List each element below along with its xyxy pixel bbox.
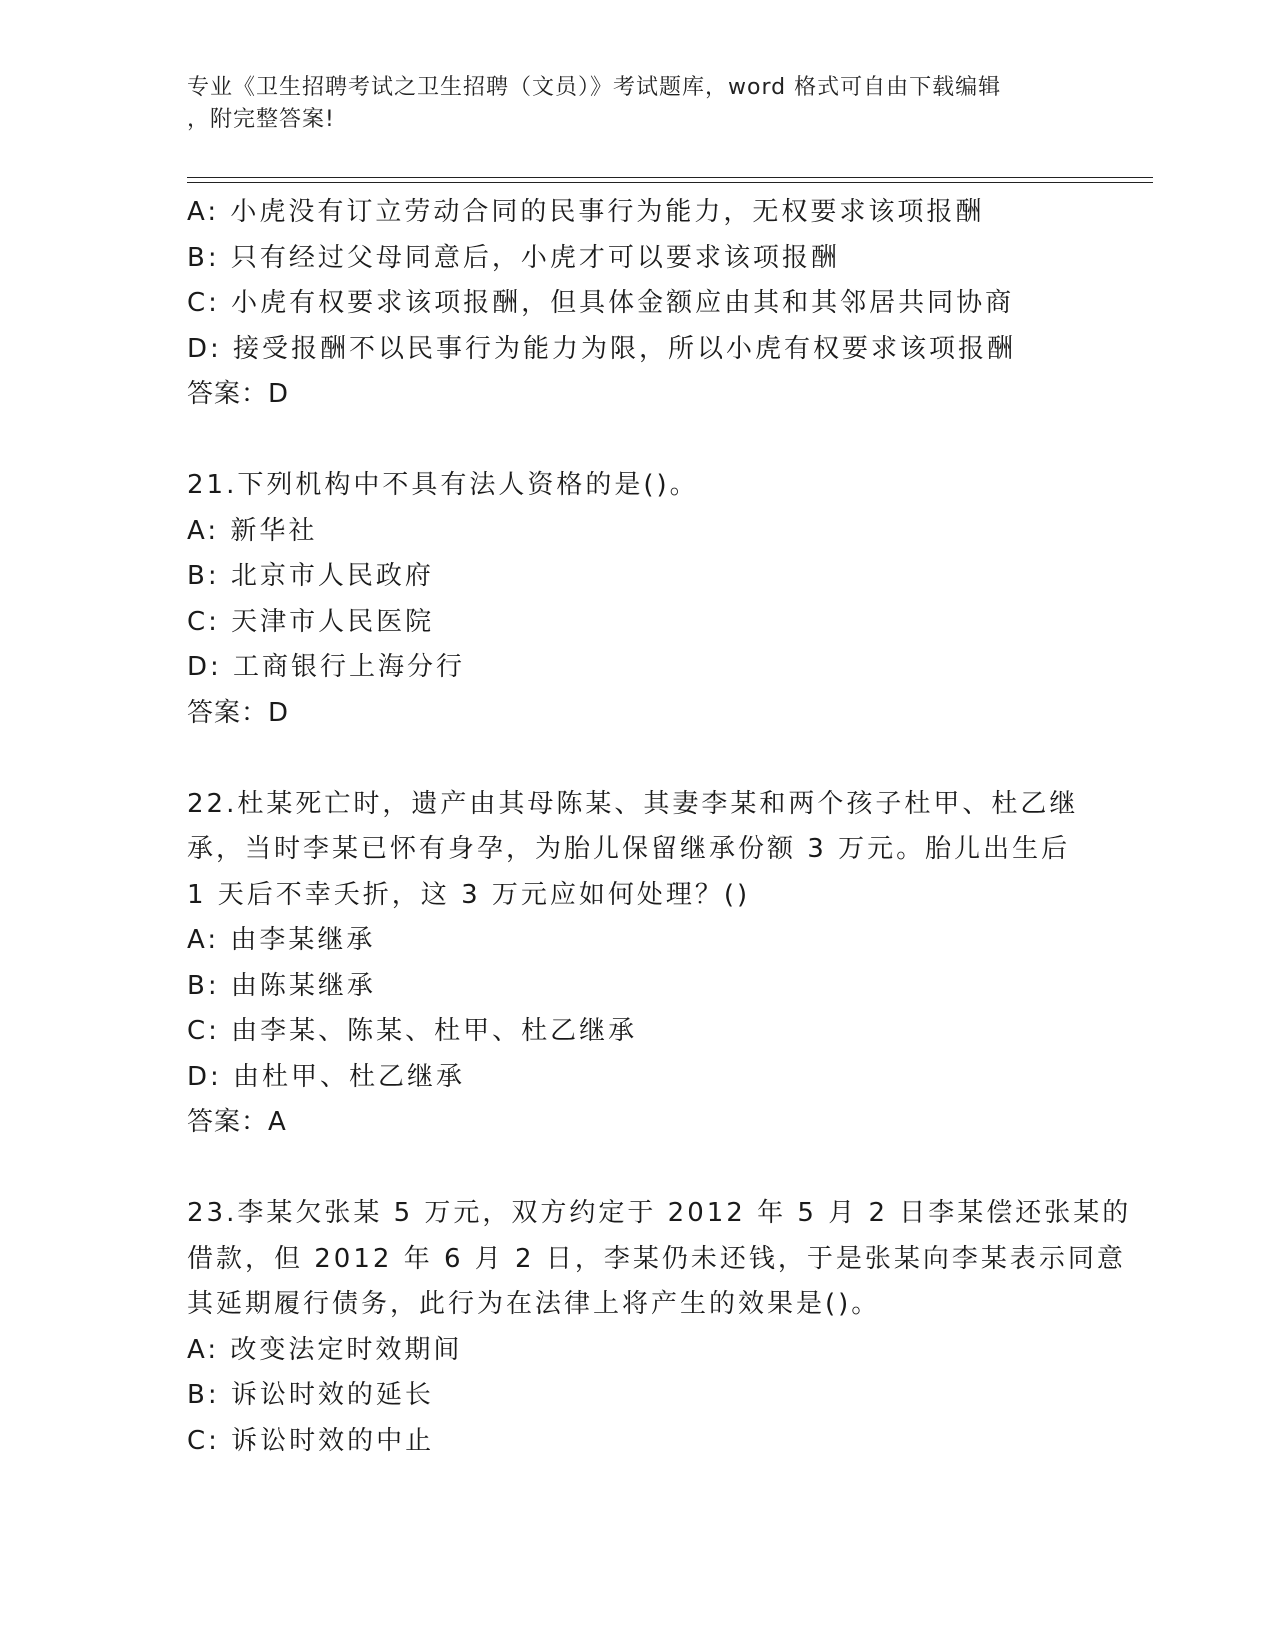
option-b: B: 由陈某继承 <box>187 970 376 1001</box>
question-block-20 <box>187 190 1087 418</box>
answer-line <box>187 372 1087 418</box>
spacer <box>187 418 1087 464</box>
option-b: B: 北京市人民政府 <box>187 561 434 591</box>
answer-label: 答案： <box>187 697 269 728</box>
question-stem-line-3: 1 天后不幸夭折，这 3 万元应如何处理？() <box>187 879 751 910</box>
option-b: B: 只有经过父母同意后，小虎才可以要求该项报酬 <box>187 242 840 273</box>
spacer <box>187 1146 1087 1192</box>
answer-value: A <box>268 1107 287 1137</box>
question-stem: 21.下列机构中不具有法人资格的是()。 <box>187 470 699 500</box>
answer-label: 答案： <box>187 379 269 409</box>
question-stem-line-2: 借款，但 2012 年 6 月 2 日，李某仍未还钱，于是张某向李某表示同意 <box>187 1243 1126 1274</box>
header-rule-bottom <box>187 182 1153 183</box>
header-rule-top <box>187 177 1153 178</box>
option-c: C: 天津市人民医院 <box>187 606 435 637</box>
question-block-23 <box>187 1191 1132 1464</box>
answer-value: D <box>268 379 290 409</box>
option-c: C: 由李某、陈某、杜甲、杜乙继承 <box>187 1016 638 1046</box>
spacer <box>187 736 1087 782</box>
option-b: B: 诉讼时效的延长 <box>187 1380 434 1410</box>
question-stem-line-2: 承，当时李某已怀有身孕，为胎儿保留继承份额 3 万元。胎儿出生后 <box>187 834 1071 864</box>
question-block-21 <box>187 463 1087 736</box>
answer-value: D <box>268 697 290 728</box>
option-d: D: 工商银行上海分行 <box>187 652 466 682</box>
question-stem-line-1: 23.李某欠张某 5 万元，双方约定于 2012 年 5 月 2 日李某偿还张某的 <box>187 1198 1132 1228</box>
option-a: A: 由李某继承 <box>187 925 376 955</box>
option-a: A: 新华社 <box>187 515 318 546</box>
answer-label: 答案： <box>187 1107 269 1137</box>
question-block-22 <box>187 782 1087 1146</box>
header-line-2: ，附完整答案! <box>187 107 335 132</box>
document-header <box>187 72 1067 136</box>
question-stem-line-1: 22.杜某死亡时，遗产由其母陈某、其妻李某和两个孩子杜甲、杜乙继 <box>187 788 1079 819</box>
header-line-1: 专业《卫生招聘考试之卫生招聘（文员）》考试题库，word 格式可自由下载编辑 <box>187 75 1002 100</box>
question-content <box>187 190 1132 1464</box>
question-stem-line-3: 其延期履行债务，此行为在法律上将产生的效果是()。 <box>187 1289 881 1319</box>
option-a: A: 小虎没有订立劳动合同的民事行为能力，无权要求该项报酬 <box>187 197 985 227</box>
answer-line <box>187 1100 1087 1146</box>
option-c: C: 小虎有权要求该项报酬，但具体金额应由其和其邻居共同协商 <box>187 288 1015 318</box>
option-d: D: 由杜甲、杜乙继承 <box>187 1061 466 1092</box>
option-d: D: 接受报酬不以民事行为能力为限，所以小虎有权要求该项报酬 <box>187 333 1017 364</box>
answer-line <box>187 691 1087 737</box>
option-c: C: 诉讼时效的中止 <box>187 1425 435 1456</box>
option-a: A: 改变法定时效期间 <box>187 1334 463 1365</box>
